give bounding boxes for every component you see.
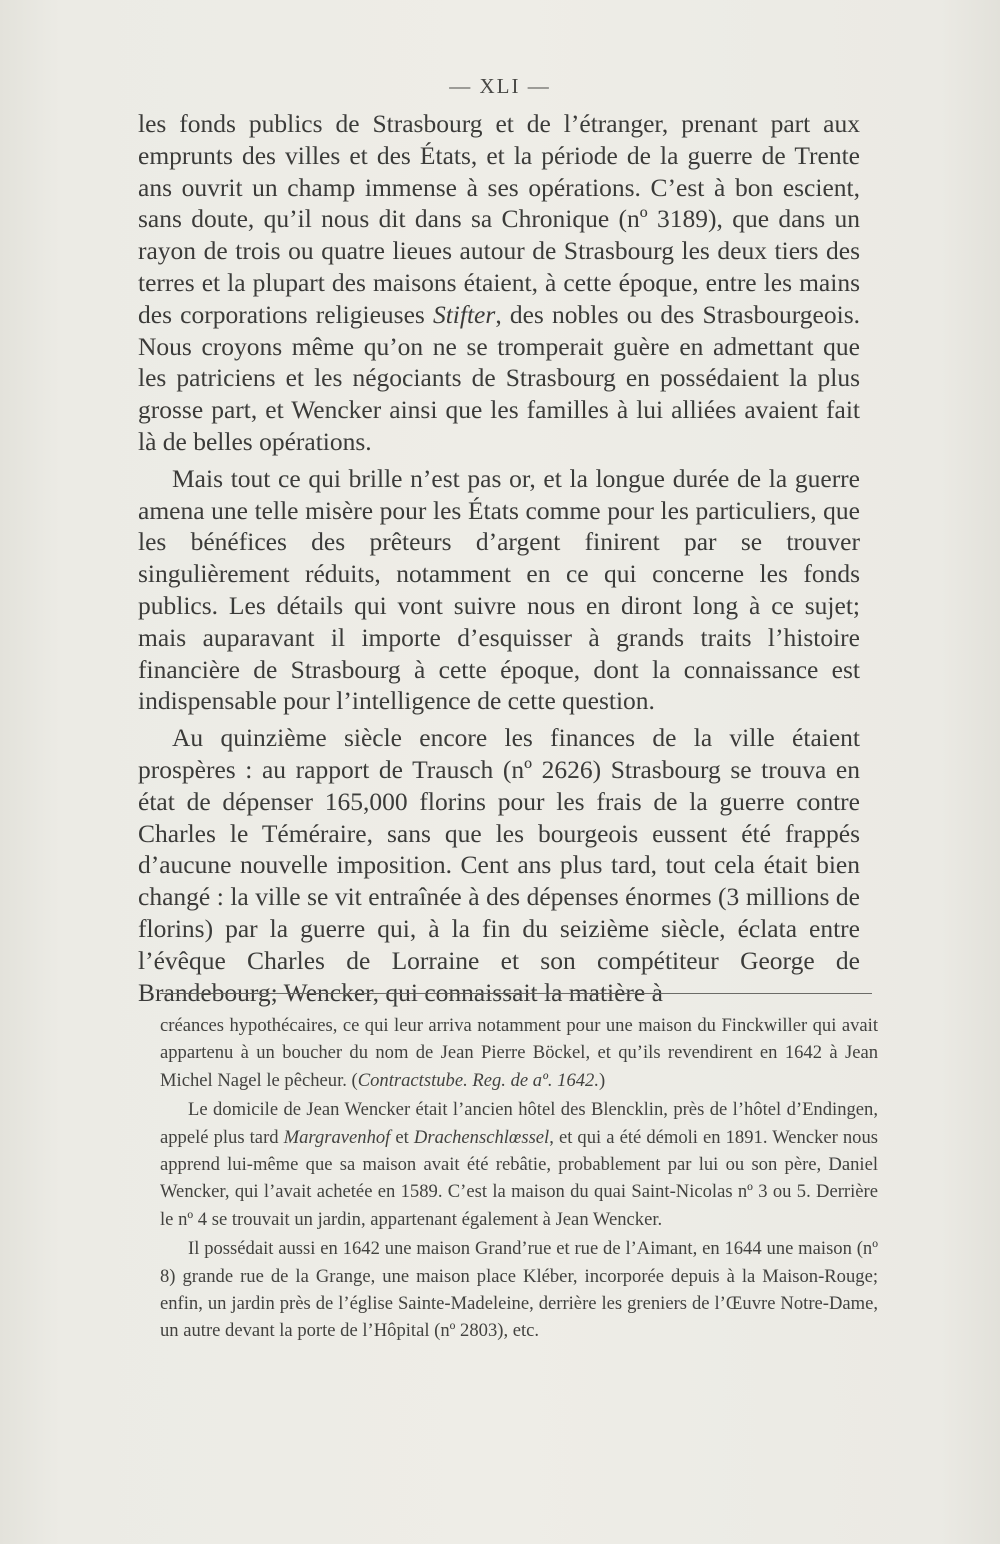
- paragraph-1-end: , des nobles ou des Strasbourgeois. Nous croyons même qu’on ne se tromperait guère en admettant que les patriciens et les négociants de Strasbourg en possédaient la plus grosse part, et Wencker ainsi que les familles à lui alliées avaient fait là de belles opérations.: [138, 299, 860, 456]
- footnote-2-italic-margravenhof: Margravenhof: [283, 1126, 391, 1148]
- footnote-2-text-b: et: [390, 1126, 414, 1148]
- footnote-2: [160, 1096, 878, 1233]
- footnote-3: Il possédait aussi en 1642 une maison Grand’rue et rue de l’Aimant, en 1644 une maison (nº 8) grande rue de la Grange, une maison place Kléber, incorporée depuis à la Maison-Rouge; enfin, un jardin près de l’église Sainte-Madeleine, derrière les greniers de l’Œuvre Notre-Dame, un autre devant la porte de l’Hôpital (nº 2803), etc.: [160, 1238, 878, 1342]
- paragraph-2: Mais tout ce qui brille n’est pas or, et la longue durée de la guerre amena une telle misère pour les États comme pour les particuliers, que les bénéfices des prêteurs d’argent finirent par se trouver singulièrement réduits, notamment en ce qui concerne les fonds publics. Les détails qui vont suivre nous en diront long à ce sujet; mais auparavant il importe d’esquisser à grands traits l’histoire financière de Strasbourg à cette époque, dont la connaissance est indispensable pour l’intelligence de cette question.: [138, 463, 860, 716]
- main-text: [138, 108, 860, 1008]
- paragraph-1: [138, 108, 860, 458]
- footnote-1-text: créances hypothécaires, ce qui leur arriva notamment pour une maison du Finckwiller qui avait appartenu à un boucher du nom de Jean Pierre Böckel, et qu’ils revendirent en 1642 à Jean Michel Nagel le pêcheur. (: [160, 1015, 878, 1091]
- paragraph-3: Au quinzième siècle encore les finances de la ville étaient prospères : au rapport de Trausch (nº 2626) Strasbourg se trouva en état de dépenser 165,000 florins pour les frais de la guerre contre Charles le Téméraire, sans que les bourgeois eussent été frappés d’aucune nouvelle imposition. Cent ans plus tard, tout cela était bien changé : la ville se vit entraînée à des dépenses énormes (3 millions de florins) par la guerre qui, à la fin du seizième siècle, éclata entre l’évêque Charles de Lorraine et son compétiteur George de Brandebourg; Wencker, qui connaissait la matière à: [138, 723, 860, 1007]
- page-number: — XLI —: [449, 74, 551, 98]
- footnotes: [160, 1012, 878, 1345]
- footnote-2-text-a: Le domicile de Jean Wencker était l’ancien hôtel des Blencklin, près de l’hôtel d’Endingen, appelé plus tard: [160, 1099, 878, 1148]
- footnote-1: [160, 1012, 878, 1094]
- paragraph-1-text: les fonds publics de Strasbourg et de l’étranger, prenant part aux emprunts des villes et des États, et la période de la guerre de Trente ans ouvrit un champ immense à ses opérations. C’est à bon escient, sans doute, qu’il nous dit dans sa Chronique (nº 3189), que dans un rayon de trois ou quatre lieues autour de Strasbourg les deux tiers des terres et la plupart des maisons étaient, à cette époque, entre les mains des corporations religieuses: [138, 109, 860, 329]
- footnote-2-italic-drachenschloessel: Drachenschlœssel: [413, 1126, 550, 1148]
- footnote-1-end: ): [599, 1069, 606, 1091]
- footnote-1-citation: Contractstube. Reg. de aº. 1642.: [357, 1069, 599, 1091]
- footnote-separator: [160, 993, 872, 994]
- italic-term-stifter: Stifter: [432, 299, 496, 329]
- footnote-2-text-c: , et qui a été démoli en 1891. Wencker nous apprend lui-même que sa maison avait été rebâtie, probablement par lui ou son père, Daniel Wencker, qui l’avait achetée en 1589. C’est la maison du quai Saint-Nicolas nº 3 ou 5. Derrière le nº 4 se trouvait un jardin, appartenant également à Jean Wencker.: [160, 1126, 878, 1230]
